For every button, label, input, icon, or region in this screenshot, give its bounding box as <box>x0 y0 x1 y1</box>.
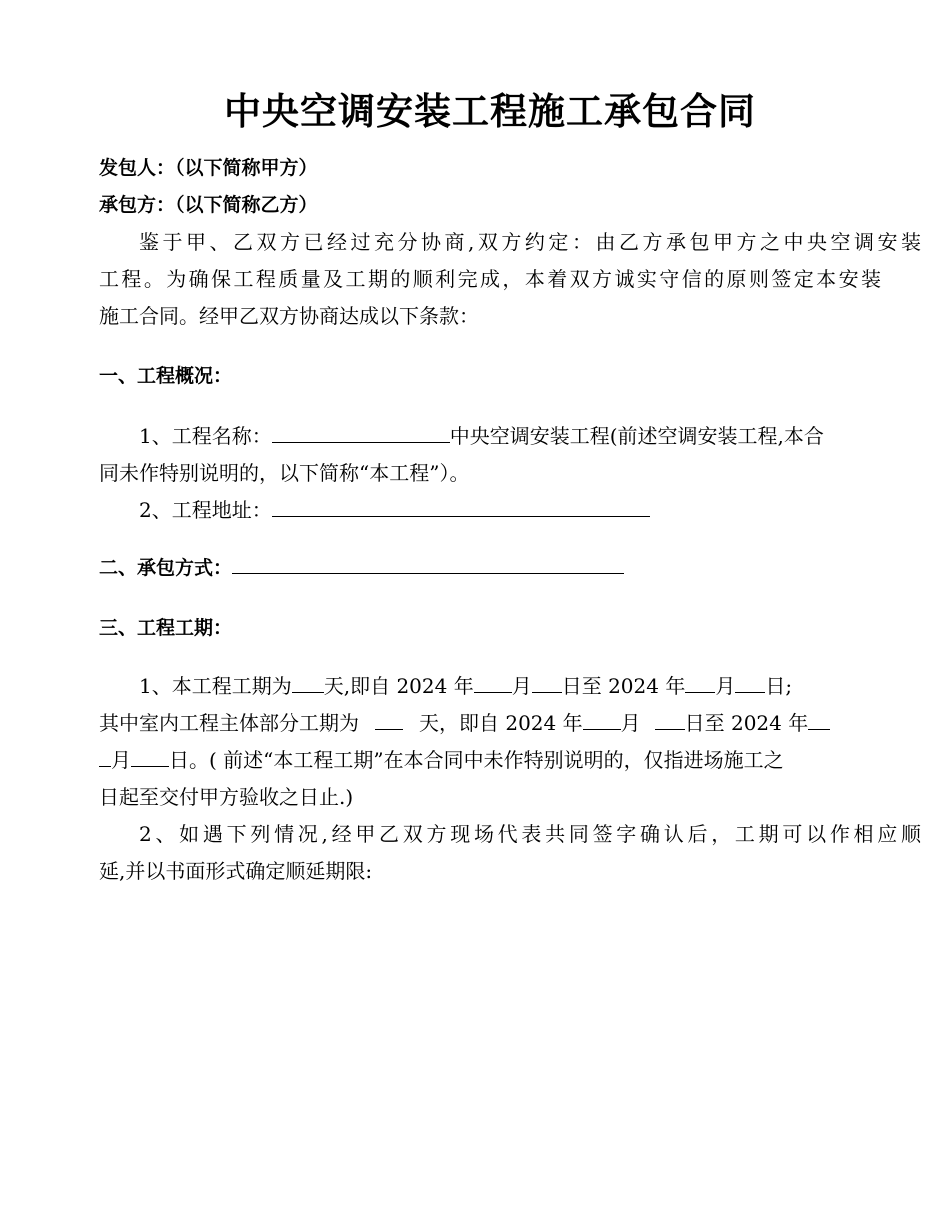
duration-line-2 <box>99 705 881 741</box>
section-3-heading: 三、工程工期： <box>99 617 233 639</box>
end-month-blank[interactable] <box>685 670 715 693</box>
indoor-end-year-text: 日至 2024 年 <box>684 711 809 735</box>
intro-line-3: 施工合同。经甲乙双方协商达成以下条款： <box>99 304 479 328</box>
project-name-line-2: 同未作特别说明的，以下简称“本工程”）。 <box>99 461 470 485</box>
document-title: 中央空调安装工程施工承包合同 <box>224 90 756 133</box>
indoor-start-year-text: 天，即自 2024 年 <box>419 711 583 735</box>
start-month-blank[interactable] <box>474 670 512 693</box>
extension-line-1: 2、如遇下列情况,经甲乙双方现场代表共同签字确认后，工期可以作相应顺 <box>139 822 921 846</box>
party-a-line: 发包人：（以下简称甲方） <box>99 157 318 179</box>
indoor-end-month-blank-part1[interactable] <box>808 707 830 730</box>
project-name-label: 1、工程名称： <box>139 424 272 448</box>
project-address-line <box>99 492 921 528</box>
start-day-blank[interactable] <box>532 670 562 693</box>
project-name-suffix: 中央空调安装工程(前述空调安装工程,本合 <box>449 424 824 448</box>
indoor-duration-text: 其中室内工程主体部分工期为 <box>99 711 359 735</box>
project-name-blank[interactable] <box>272 420 450 443</box>
project-name-line <box>99 418 921 454</box>
start-year-text: 天,即自 2024 年 <box>323 674 474 698</box>
duration-line-3 <box>99 742 881 778</box>
end-day-blank[interactable] <box>735 670 765 693</box>
indoor-end-day-blank[interactable] <box>131 744 169 767</box>
month-text: 月 <box>511 674 532 698</box>
indoor-days-blank[interactable] <box>375 707 403 730</box>
section-2-heading: 二、承包方式： <box>99 557 233 579</box>
indoor-start-day-blank[interactable] <box>655 707 685 730</box>
month-text: 月 <box>111 748 131 772</box>
section-1-heading: 一、工程概况： <box>99 365 233 387</box>
extension-line-2: 延,并以书面形式确定顺延期限: <box>99 859 373 883</box>
indoor-end-month-blank-part2[interactable] <box>99 744 111 767</box>
duration-line-1 <box>99 668 921 704</box>
month-text: 月 <box>620 711 641 735</box>
duration-line-4: 日起至交付甲方验收之日止.) <box>99 785 354 809</box>
duration-note-text: 日。( 前述“本工程工期”在本合同中未作特别说明的，仅指进场施工之 <box>169 748 784 772</box>
end-year-text: 日至 2024 年 <box>561 674 686 698</box>
contract-method-blank[interactable] <box>232 551 624 574</box>
party-b-line: 承包方：（以下简称乙方） <box>99 194 318 216</box>
month-text: 月 <box>715 674 736 698</box>
project-address-label: 2、工程地址： <box>139 498 272 522</box>
day-text: 日; <box>765 674 793 698</box>
duration-text: 1、本工程工期为 <box>139 674 292 698</box>
indoor-start-month-blank[interactable] <box>583 707 621 730</box>
total-days-blank[interactable] <box>292 670 324 693</box>
intro-line-1: 鉴于甲、乙双方已经过充分协商,双方约定：由乙方承包甲方之中央空调安装 <box>139 230 921 254</box>
project-address-blank[interactable] <box>272 494 650 517</box>
intro-line-2: 工程。为确保工程质量及工期的顺利完成，本着双方诚实守信的原则签定本安装 <box>99 267 881 291</box>
contract-method-line <box>99 550 881 586</box>
